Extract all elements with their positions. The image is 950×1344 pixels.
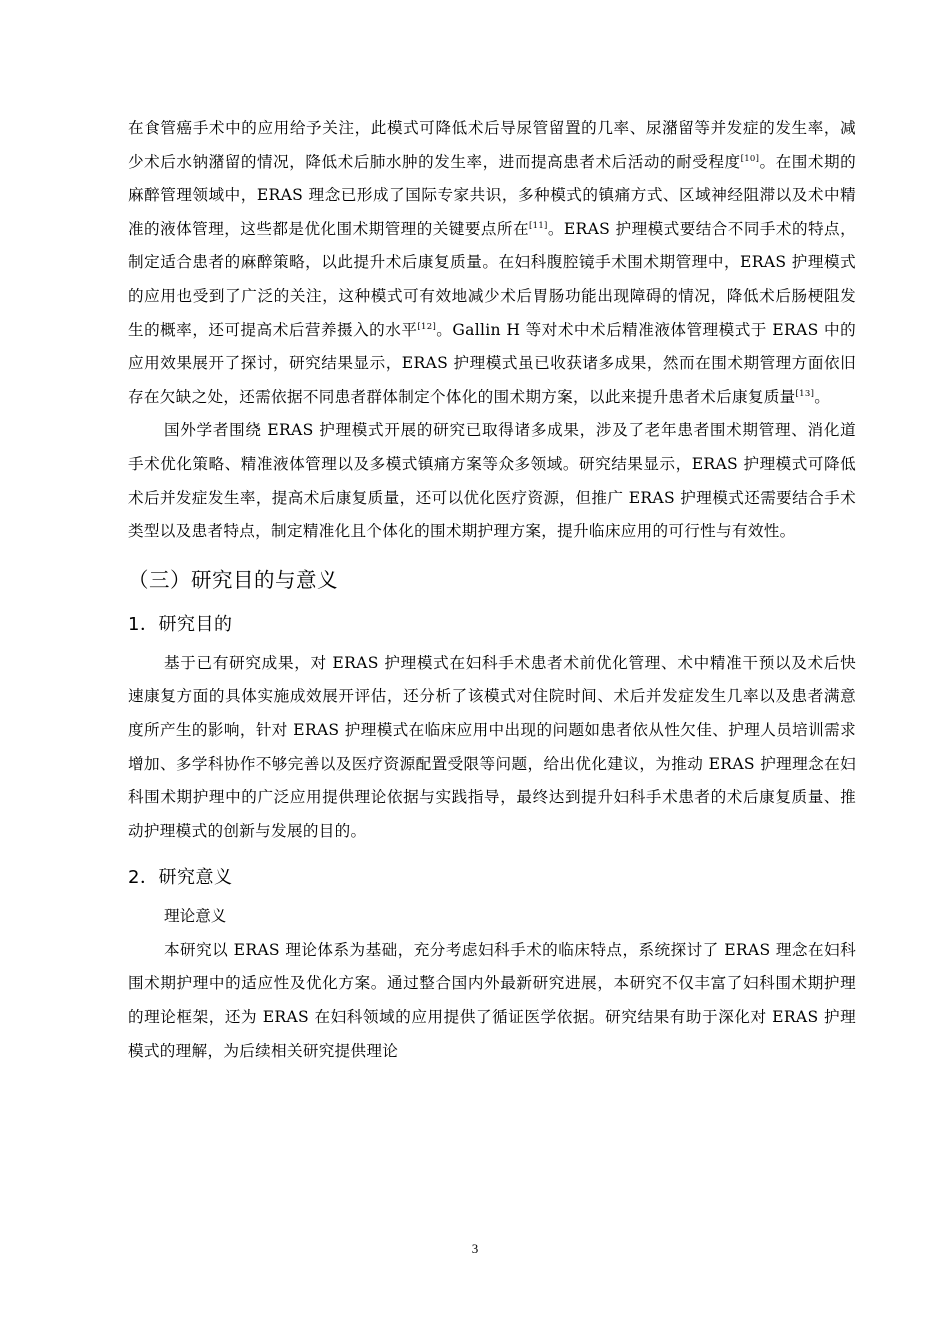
page-number: 3 [471, 1241, 479, 1256]
document-page [128, 112, 856, 1068]
text-run: 。 [814, 387, 831, 406]
subsection-heading-significance: 2．研究意义 [128, 867, 233, 889]
citation-ref: [11] [529, 220, 548, 231]
citation-ref: [12] [417, 321, 437, 332]
text-run: 在食管癌手术中的应用给予关注，此模式可降低术后导尿管留置的几率、尿潴留等并发症的发生率，减少术后水钠潴留的情况，降低术后肺水肿的发生率，进而提高患者术后活动的耐受程度 [128, 119, 856, 171]
section-heading: （三）研究目的与意义 [128, 567, 338, 592]
text-run: 。ERAS 护理模式要结合不同手术的特点，制定适合患者的麻醉策略，以此提升术后康复质量。在妇科腹腔镜手术围术期管理中，ERAS 护理模式的应用也受到了广泛的关注，这种模式可有效地减少术后胃肠功能出现障碍的情况，降低术后肠梗阻发生的概率，还可提高术后营养摄入的水平 [128, 219, 856, 339]
citation-ref: [10] [740, 153, 760, 164]
subsection-heading-purpose: 1．研究目的 [128, 613, 233, 635]
body-paragraph-2: 国外学者围绕 ERAS 护理模式开展的研究已取得诸多成果，涉及了老年患者围术期管理、消化道手术优化策略、精准液体管理以及多模式镇痛方案等众多领域。研究结果显示，ERAS 护理模式可降低术后并发症发生率，提高术后康复质量，还可以优化医疗资源，但推广 ERAS 护理模式还需要结合手术类型以及患者特点，制定精准化且个体化的围术期护理方案，提升临床应用的可行性与有效性。 [128, 421, 856, 541]
body-paragraph-1 [128, 112, 856, 414]
citation-ref: [13] [795, 388, 815, 399]
sub-label-theory: 理论意义 [164, 907, 227, 926]
body-paragraph-3: 基于已有研究成果，对 ERAS 护理模式在妇科手术患者术前优化管理、术中精准干预以及术后快速康复方面的具体实施成效展开评估，还分析了该模式对住院时间、术后并发症发生几率以及患者满意度所产生的影响，针对 ERAS 护理模式在临床应用中出现的问题如患者依从性欠佳、护理人员培训需求增加、多学科协作不够完善以及医疗资源配置受限等问题，给出优化建议，为推动 ERAS 护理理念在妇科围术期护理中的广泛应用提供理论依据与实践指导，最终达到提升妇科手术患者的术后康复质量、推动护理模式的创新与发展的目的。 [128, 653, 856, 840]
body-paragraph-4: 本研究以 ERAS 理论体系为基础，充分考虑妇科手术的临床特点，系统探讨了 ERAS 理念在妇科围术期护理中的适应性及优化方案。通过整合国内外最新研究进展，本研究不仅丰富了妇科围术期护理的理论框架，还为 ERAS 在妇科领域的应用提供了循证医学依据。研究结果有助于深化对 ERAS 护理模式的理解，为后续相关研究提供理论 [128, 940, 856, 1060]
text-run: 。在围术期的麻醉管理领域中，ERAS 理念已形成了国际专家共识，多种模式的镇痛方式、区域神经阻滞以及术中精准的液体管理，这些都是优化围术期管理的关键要点所在 [128, 152, 856, 238]
text-run: 。Gallin H 等对术中术后精准液体管理模式于 ERAS 中的应用效果展开了探讨，研究结果显示，ERAS 护理模式虽已收获诸多成果，然而在围术期管理方面依旧存在欠缺之处，还需依据不同患者群体制定个体化的围术期方案，以此来提升患者术后康复质量 [128, 320, 856, 406]
